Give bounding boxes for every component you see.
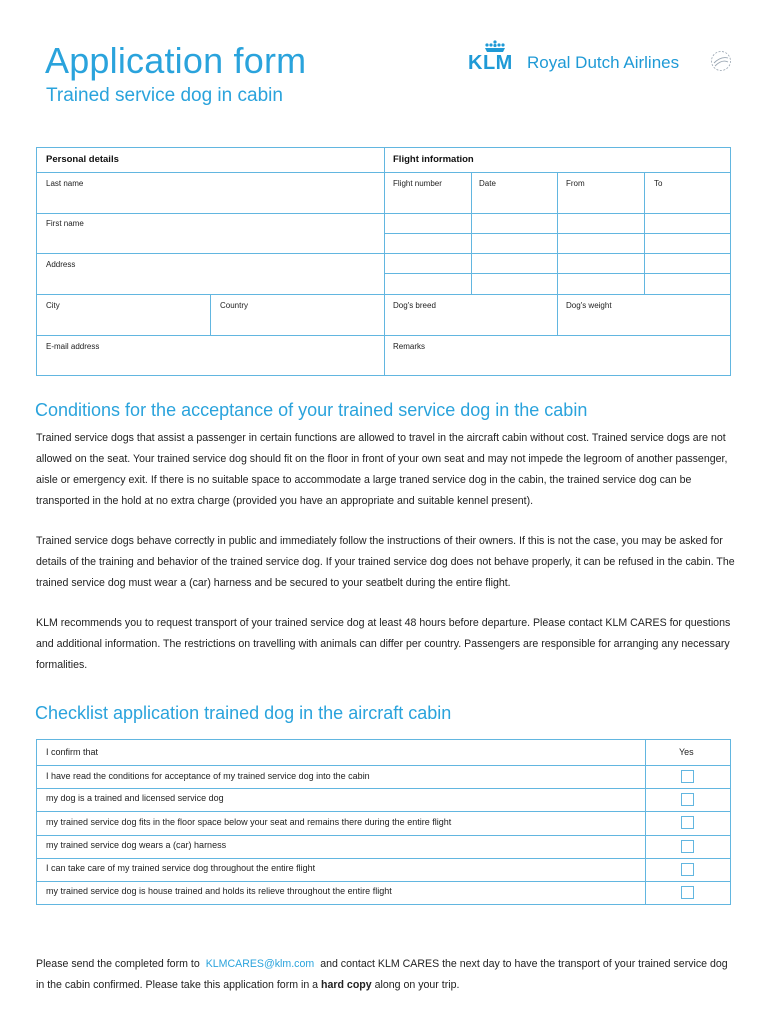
checklist-item: I can take care of my trained service dog throughout the entire flight	[46, 863, 316, 873]
address-field[interactable]: Address	[46, 260, 76, 269]
royal-dutch-airlines-text: Royal Dutch Airlines	[527, 53, 680, 72]
yes-checkbox[interactable]	[681, 840, 694, 853]
checklist-item: my trained service dog fits in the floor space below your seat and remains there during the entire flight	[46, 817, 452, 827]
footer-text-start: Please send the completed form to	[36, 958, 200, 970]
checklist-item: my trained service dog is house trained and holds its relieve throughout the entire flight	[46, 886, 392, 896]
checklist-table	[36, 739, 731, 905]
page-title: Application form	[45, 40, 307, 81]
footer-instructions	[36, 954, 736, 996]
page-subtitle: Trained service dog in cabin	[46, 85, 283, 106]
flight-information-header: Flight information	[393, 154, 474, 165]
skyteam-icon	[710, 50, 732, 72]
remarks-field[interactable]: Remarks	[393, 342, 426, 351]
checklist-item: my trained service dog wears a (car) harness	[46, 840, 227, 850]
dogs-weight-field[interactable]: Dog's weight	[566, 301, 612, 310]
klm-wordmark: KLM	[468, 52, 513, 74]
date-field[interactable]: Date	[479, 179, 496, 188]
city-field[interactable]: City	[46, 301, 60, 310]
conditions-heading: Conditions for the acceptance of your trained service dog in the cabin	[35, 400, 588, 420]
yes-checkbox[interactable]	[681, 770, 694, 783]
checklist-item: I have read the conditions for acceptance of my trained service dog into the cabin	[46, 771, 370, 781]
checklist-heading: Checklist application trained dog in the aircraft cabin	[35, 703, 452, 723]
conditions-paragraph-3: KLM recommends you to request transport of your trained service dog at least 48 hours before departure. Please contact KLM CARES for questions and additional information. The restrictions on travelling with animals can differ per country. Passengers are responsible for arranging any necessary formalities.	[36, 617, 731, 671]
conditions-paragraph-2: Trained service dogs behave correctly in public and immediately follow the instructions of their owners. If this is not the case, you may be asked for details of the training and behavior of the trained service dog. If your trained service dog does not behave properly, it can be refused in the cabin. The trained service dog must wear a (car) harness and be secured to your seatbelt during the entire flight.	[36, 535, 735, 589]
yes-checkbox[interactable]	[681, 816, 694, 829]
confirm-column-header: I confirm that	[46, 747, 99, 757]
yes-checkbox[interactable]	[681, 886, 694, 899]
hard-copy-text: hard copy	[321, 979, 372, 991]
klm-logo	[468, 40, 738, 80]
details-table	[36, 147, 731, 376]
country-field[interactable]: Country	[220, 301, 249, 310]
dogs-breed-field[interactable]: Dog's breed	[393, 301, 436, 310]
from-field[interactable]: From	[566, 179, 585, 188]
yes-checkbox[interactable]	[681, 863, 694, 876]
to-field[interactable]: To	[654, 179, 663, 188]
last-name-field[interactable]: Last name	[46, 179, 84, 188]
conditions-paragraph-1: Trained service dogs that assist a passenger in certain functions are allowed to travel in the aircraft cabin without cost. Trained service dogs are not allowed on the seat. Your trained service dog should fit on the floor in front of your own seat and may not impede the legroom of another passenger, aisle or emergency exit. If there is no suitable space to accommodate a large traned service dog in the cabin, the trained service dog can be transported in the hold at no extra charge (provided you have an appropriate and suitable kennel present).	[36, 432, 728, 507]
checklist-item: my dog is a trained and licensed service dog	[46, 793, 224, 803]
email-link[interactable]: KLMCARES@klm.com	[205, 958, 315, 970]
footer-text-middle: and contact KLM CARES the next day to have the transport of your trained service dog in the cabin confirmed. Please take this application form in a	[36, 958, 728, 991]
footer-text-end: along on your trip.	[374, 979, 460, 991]
first-name-field[interactable]: First name	[46, 219, 84, 228]
yes-checkbox[interactable]	[681, 793, 694, 806]
email-field[interactable]: E-mail address	[46, 342, 100, 351]
flight-number-field[interactable]: Flight number	[393, 179, 442, 188]
yes-column-header: Yes	[679, 747, 694, 757]
personal-details-header: Personal details	[46, 154, 119, 165]
